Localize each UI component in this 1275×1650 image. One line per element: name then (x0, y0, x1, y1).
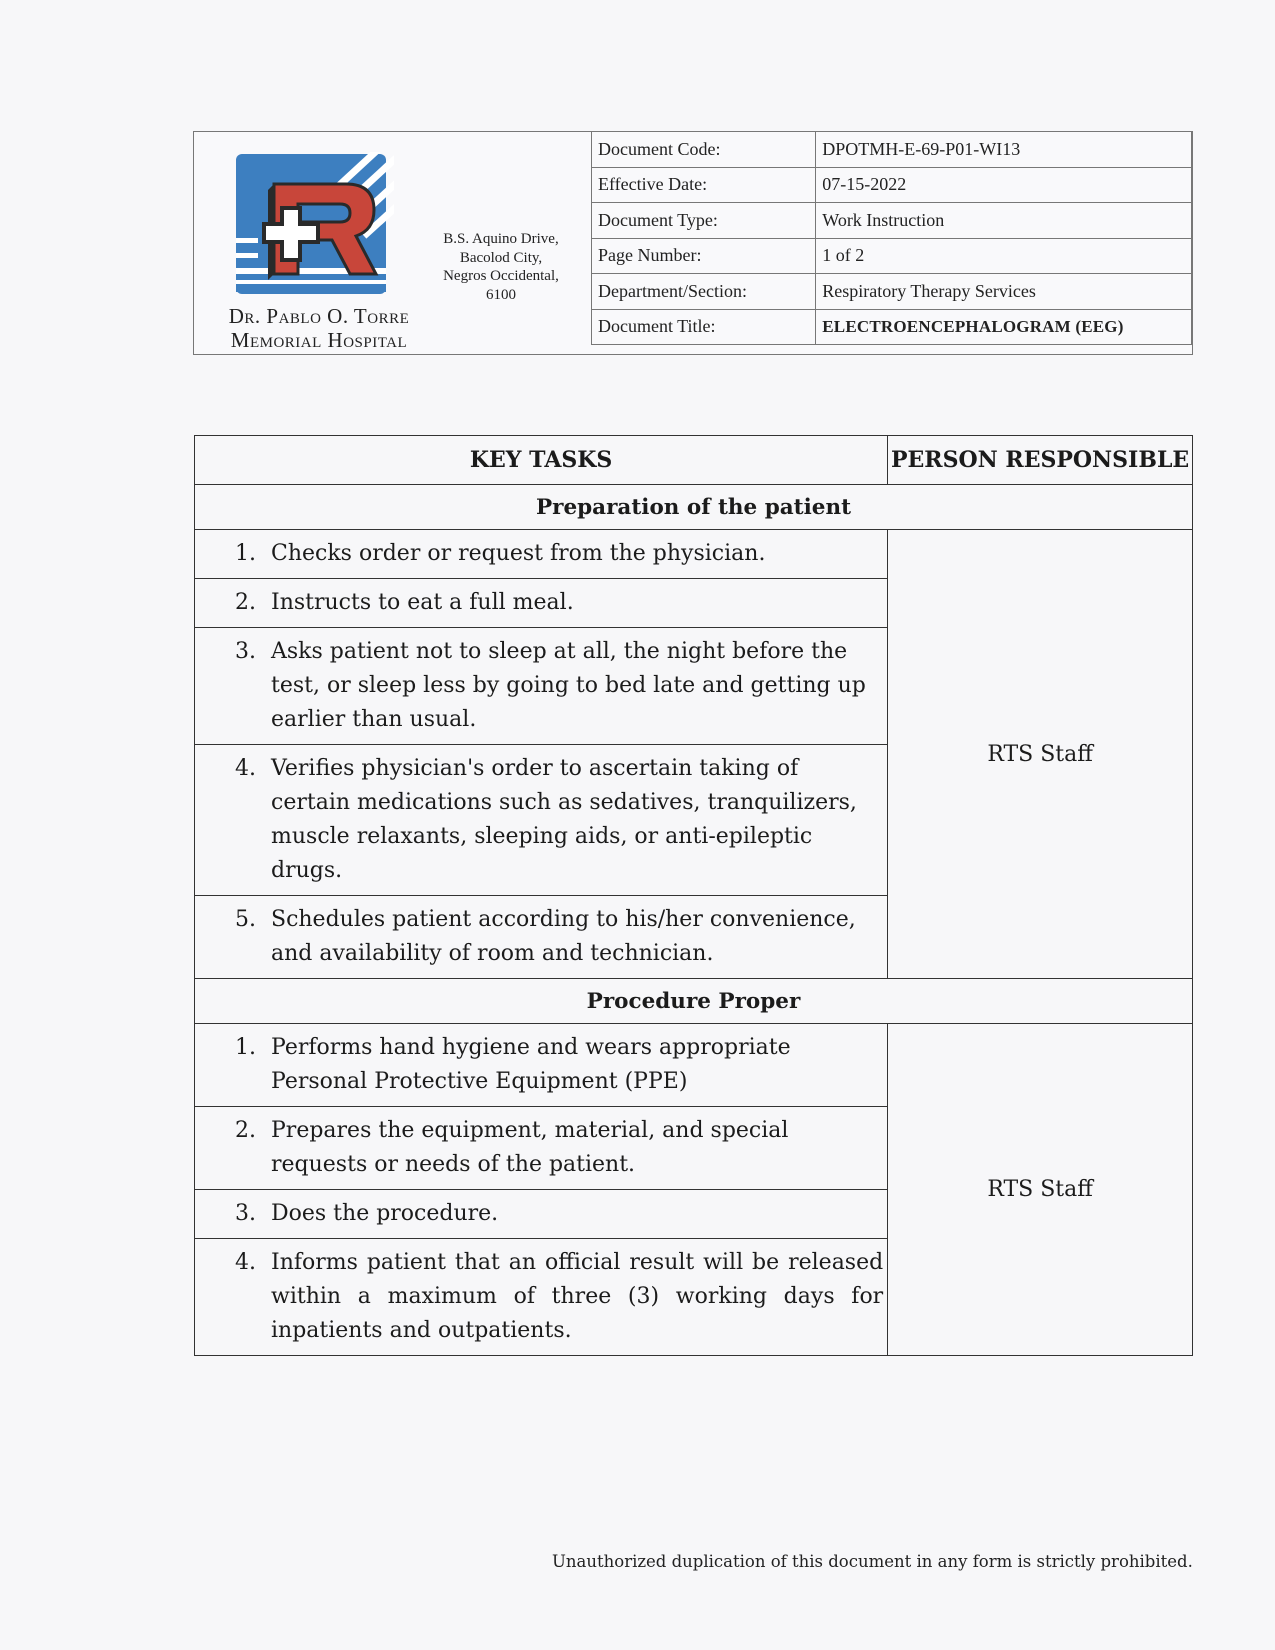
task-number: 2. (235, 590, 256, 615)
task-cell (195, 579, 888, 628)
task-number: 3. (235, 639, 256, 664)
task-number: 1. (235, 541, 256, 566)
info-label: Document Type: (592, 203, 816, 239)
task-number: 2. (235, 1118, 256, 1143)
task-row (195, 530, 1193, 579)
hospital-name-line2: Memorial Hospital (230, 328, 408, 352)
info-row-document-type (592, 203, 1192, 239)
task-number: 4. (235, 756, 256, 781)
info-row-document-title (592, 309, 1192, 345)
info-label: Document Title: (592, 309, 816, 345)
key-tasks-column-header: KEY TASKS (195, 436, 888, 485)
person-responsible-column-header: PERSON RESPONSIBLE (888, 436, 1193, 485)
hospital-name (194, 304, 444, 352)
task-number: 3. (235, 1201, 256, 1226)
task-text: Informs patient that an official result will be released within a maximum of three (3) working days for inpatients and outpatients. (271, 1250, 884, 1343)
info-label: Document Code: (592, 132, 816, 168)
task-cell (195, 1024, 888, 1107)
section-row-procedure (195, 979, 1193, 1024)
info-row-page-number (592, 238, 1192, 274)
document-title-value: ELECTROENCEPHALOGRAM (EEG) (816, 309, 1192, 345)
info-value: Respiratory Therapy Services (816, 274, 1192, 310)
task-text: Does the procedure. (271, 1201, 499, 1226)
task-cell (195, 896, 888, 979)
info-label: Effective Date: (592, 167, 816, 203)
task-cell (195, 628, 888, 745)
tasks-header-row (195, 436, 1193, 485)
task-cell (195, 1239, 888, 1356)
info-value: 1 of 2 (816, 238, 1192, 274)
address-line: Negros Occidental, (443, 268, 559, 284)
address-line: B.S. Aquino Drive, (443, 231, 559, 247)
document-info-table (591, 131, 1192, 345)
info-row-effective-date (592, 167, 1192, 203)
info-value: DPOTMH-E-69-P01-WI13 (816, 132, 1192, 168)
task-number: 1. (235, 1035, 256, 1060)
hospital-address (416, 230, 586, 304)
task-cell (195, 1107, 888, 1190)
task-cell (195, 530, 888, 579)
document-header (193, 131, 1193, 355)
person-responsible-cell: RTS Staff (888, 1024, 1193, 1356)
hospital-logo (234, 152, 394, 302)
task-text: Checks order or request from the physician. (271, 541, 766, 566)
task-cell (195, 1190, 888, 1239)
address-line: Bacolod City, (459, 249, 543, 266)
info-label: Department/Section: (592, 274, 816, 310)
key-tasks-table (194, 435, 1193, 1356)
task-number: 5. (235, 907, 256, 932)
task-text: Performs hand hygiene and wears appropriate Personal Protective Equipment (PPE) (271, 1035, 791, 1094)
person-responsible-cell: RTS Staff (888, 530, 1193, 979)
info-value: Work Instruction (816, 203, 1192, 239)
task-text: Schedules patient according to his/her convenience, and availability of room and technician. (271, 907, 856, 966)
address-line: 6100 (486, 286, 516, 303)
task-text: Instructs to eat a full meal. (271, 590, 574, 615)
section-title: Preparation of the patient (195, 485, 1193, 530)
task-row (195, 1024, 1193, 1107)
section-title: Procedure Proper (195, 979, 1193, 1024)
info-label: Page Number: (592, 238, 816, 274)
info-value: 07-15-2022 (816, 167, 1192, 203)
task-text: Prepares the equipment, material, and special requests or needs of the patient. (271, 1118, 789, 1177)
info-row-document-code (592, 132, 1192, 168)
section-row-preparation (195, 485, 1193, 530)
duplication-notice: Unauthorized duplication of this document in any form is strictly prohibited. (552, 1552, 1193, 1571)
hospital-name-line1: Dr. Pablo O. Torre (228, 304, 410, 328)
task-cell (195, 745, 888, 896)
info-row-department (592, 274, 1192, 310)
task-number: 4. (235, 1250, 256, 1275)
task-text: Verifies physician's order to ascertain taking of certain medications such as sedatives, tranquilizers, muscle relaxants, sleeping aids, or anti-epileptic drugs. (271, 756, 857, 883)
hospital-logo-area (194, 132, 589, 354)
task-text: Asks patient not to sleep at all, the night before the test, or sleep less by going to bed late and getting up earlier than usual. (271, 639, 866, 732)
